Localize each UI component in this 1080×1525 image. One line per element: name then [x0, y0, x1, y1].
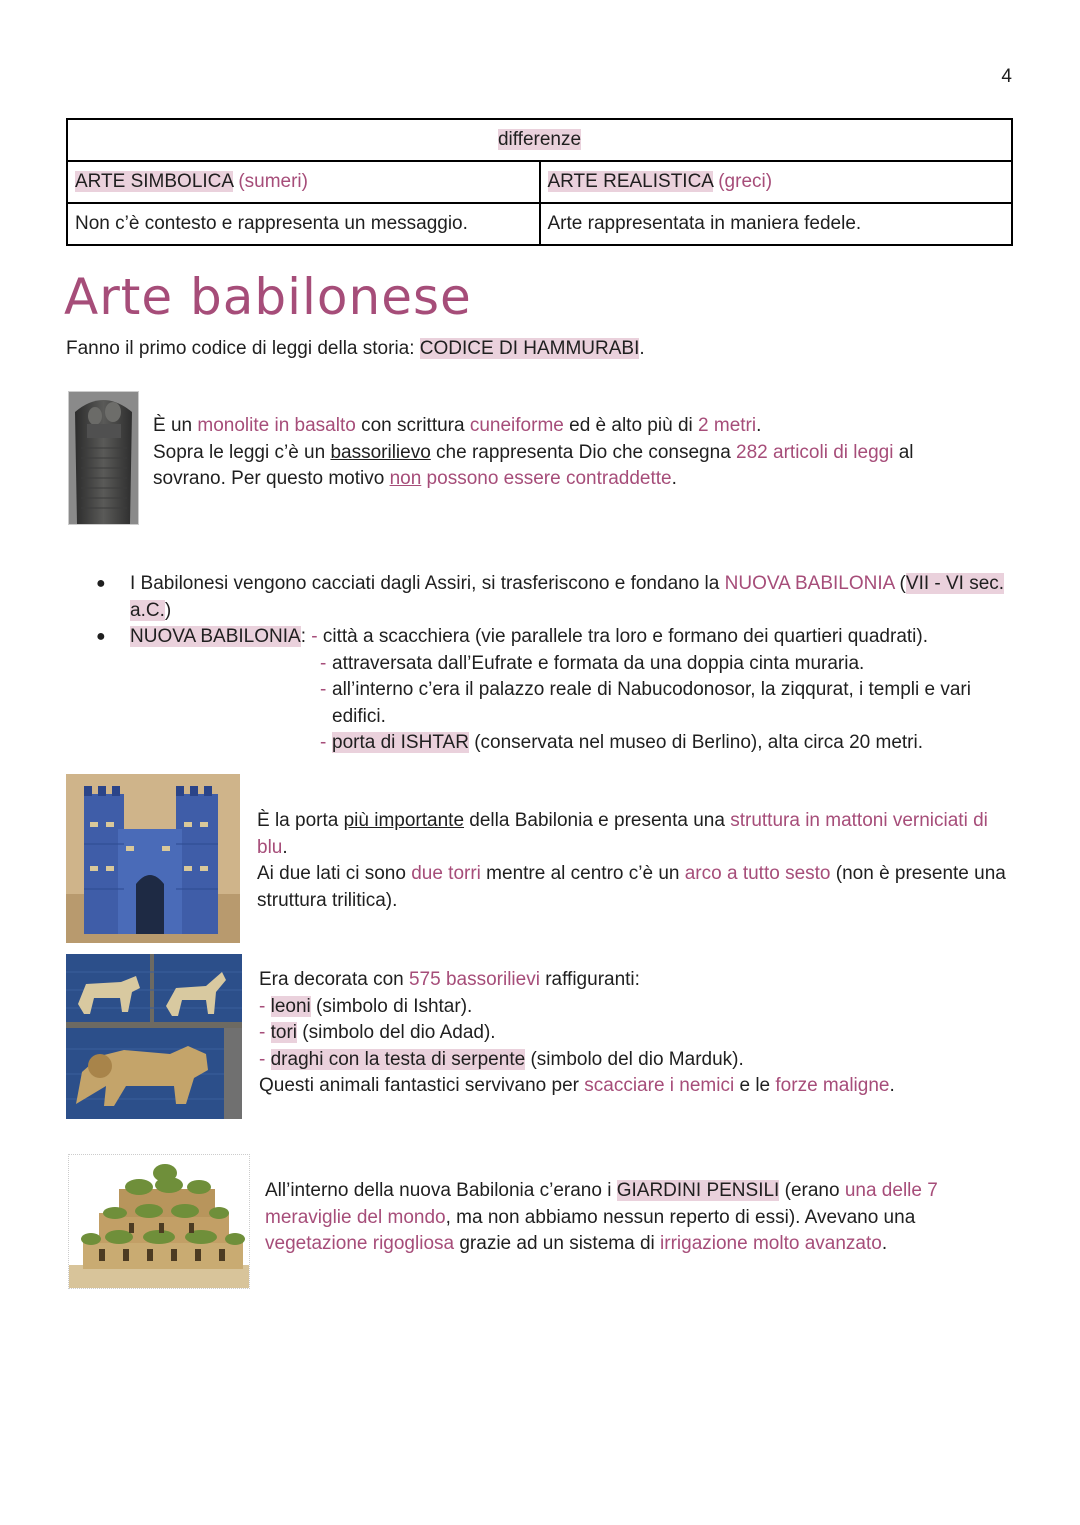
hammurabi-description: È un monolite in basalto con scrittura cuneiforme ed è alto più di 2 metri. Sopra le leggi c’è un bassorilievo che rappresenta Dio che consegna 282 articoli di leggi al sovrano. Per questo motivo non possono essere contraddette. — [153, 415, 914, 489]
table-cell-realistic-desc: Arte rappresentata in maniera fedele. — [540, 203, 1013, 245]
hanging-gardens-description: All’interno della nuova Babilonia c’erano i GIARDINI PENSILI (erano una delle 7 meraviglie del mondo, ma non abbiamo nessun reperto di essi). Avevano una vegetazione rigogliosa grazie ad un sistema di irrigazione molto avanzato. — [265, 1180, 938, 1254]
section-title: Arte babilonese — [64, 268, 472, 326]
list-item: ● NUOVA BABILONIA: - città a scacchiera (vie parallele tra loro e formano dei quartieri quadrati). - attraversata dall’Eufrate e formata da una doppia cinta muraria. - all’interno c’era il palazzo reale di Nabucodonosor, la ziqqurat, i templi e vari edifici. - porta di ISHTAR (conservata nel museo di Berlino), alta circa 20 metri. — [90, 624, 1020, 757]
bas-reliefs-description: Era decorata con 575 bassorilievi raffiguranti: - leoni (simbolo di Ishtar). - tori (simbolo del dio Adad). - draghi con la testa di serpente (simbolo del dio Marduk). Questi animali fantastici servivano per scacciare i nemici e le forze maligne. — [259, 969, 895, 1096]
list-item: - porta di ISHTAR (conservata nel museo di Berlino), alta circa 20 metri. — [320, 732, 924, 753]
bullet-dot-icon: ● — [96, 628, 106, 645]
hammurabi-highlight: CODICE DI HAMMURABI — [419, 338, 640, 359]
hammurabi-stele-image — [68, 391, 139, 525]
list-item: - attraversata dall’Eufrate e formata da una doppia cinta muraria. — [320, 652, 865, 674]
ishtar-gate-image — [66, 774, 240, 943]
bas-reliefs-image — [66, 954, 242, 1119]
list-item: ● I Babilonesi vengono cacciati dagli Assiri, si trasferiscono e fondano la NUOVA BABILONIA (VII - VI sec. a.C.) — [96, 573, 1005, 621]
page-number: 4 — [1001, 66, 1012, 87]
hanging-gardens-image — [68, 1154, 250, 1289]
babylon-bullet-list — [90, 571, 1020, 757]
table-cell-symbolic-desc: Non c’è contesto e rappresenta un messaggio. — [67, 203, 540, 245]
list-item: - all’interno c’era il palazzo reale di Nabucodonosor, la ziqqurat, i templi e vari edifici. — [320, 679, 971, 727]
differences-table — [66, 118, 1013, 246]
table-header: differenze — [67, 119, 1012, 161]
intro-paragraph: Fanno il primo codice di leggi della storia: CODICE DI HAMMURABI. — [66, 338, 645, 359]
table-cell-realistic: ARTE REALISTICA (greci) — [540, 161, 1013, 203]
table-cell-symbolic: ARTE SIMBOLICA (sumeri) — [67, 161, 540, 203]
ishtar-gate-description: È la porta più importante della Babilonia e presenta una struttura in mattoni verniciati di blu. Ai due lati ci sono due torri mentre al centro c’è un arco a tutto sesto (non è presente una struttura trilitica). — [257, 810, 1006, 911]
bullet-dot-icon: ● — [96, 575, 106, 592]
